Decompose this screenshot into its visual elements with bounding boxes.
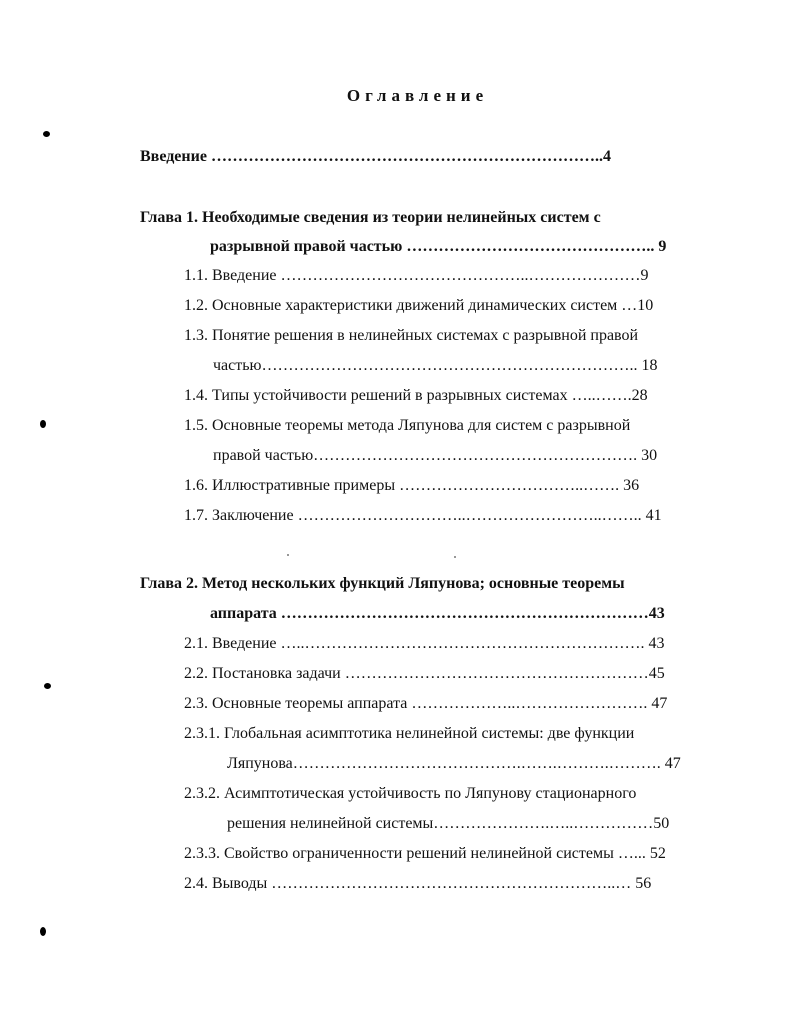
- toc-entry-2-1: 2.1. Введение …..………………………………………………………. 43: [184, 635, 665, 652]
- scan-dust: [287, 554, 289, 556]
- toc-entry-2-3-1-cont: Ляпунова…………………………………….…….……….………. 47: [227, 755, 681, 772]
- toc-entry-1-3: 1.3. Понятие решения в нелинейных системах с разрывной правой: [184, 327, 639, 344]
- toc-entry-1-3-cont: частью…………………………………………………………….. 18: [213, 357, 658, 374]
- toc-entry-2-3: 2.3. Основные теоремы аппарата ………………..……………………. 47: [184, 695, 668, 712]
- toc-entry-chapter-1: Глава 1. Необходимые сведения из теории нелинейных систем с: [140, 209, 601, 226]
- scan-speck: [44, 683, 51, 689]
- toc-entry-2-3-2-cont: решения нелинейной системы………………….…..……………50: [227, 815, 670, 832]
- toc-entry-2-4: 2.4. Выводы ………………………………………………………..… 56: [184, 875, 652, 892]
- toc-entry-1-2: 1.2. Основные характеристики движений динамических систем …10: [184, 297, 654, 314]
- toc-entry-2-3-2: 2.3.2. Асимптотическая устойчивость по Ляпунову стационарного: [184, 785, 637, 802]
- toc-entry-introduction: Введение ………………………………………………………………..4: [140, 148, 611, 165]
- toc-entry-chapter-1-cont: разрывной правой частью ……………………………………….. 9: [210, 238, 667, 255]
- toc-entry-1-5-cont: правой частью……………………………………………………. 30: [213, 447, 658, 464]
- toc-entry-1-4: 1.4. Типы устойчивости решений в разрывных системах …..…….28: [184, 387, 648, 404]
- scan-speck: [43, 131, 50, 137]
- scan-speck: [40, 420, 46, 428]
- toc-entry-chapter-2: Глава 2. Метод нескольких функций Ляпунова; основные теоремы: [140, 575, 625, 592]
- scan-speck: [40, 927, 46, 936]
- toc-entry-1-1: 1.1. Введение ………………………………………..…………………9: [184, 267, 649, 284]
- toc-entry-1-5: 1.5. Основные теоремы метода Ляпунова для систем с разрывной: [184, 417, 631, 434]
- scan-dust: [454, 556, 456, 558]
- toc-entry-1-6: 1.6. Иллюстративные примеры ……………………………..……. 36: [184, 477, 640, 494]
- toc-entry-2-3-3: 2.3.3. Свойство ограниченности решений нелинейной системы …... 52: [184, 845, 666, 862]
- toc-entry-1-7: 1.7. Заключение …………………………..……………………..…….. 41: [184, 507, 662, 524]
- toc-entry-chapter-2-cont: аппарата ……………………………………………………………43: [210, 605, 665, 622]
- toc-entry-2-2: 2.2. Постановка задачи …………………………………………………45: [184, 665, 665, 682]
- page-title: Оглавление: [346, 86, 489, 105]
- toc-entry-2-3-1: 2.3.1. Глобальная асимптотика нелинейной системы: две функции: [184, 725, 635, 742]
